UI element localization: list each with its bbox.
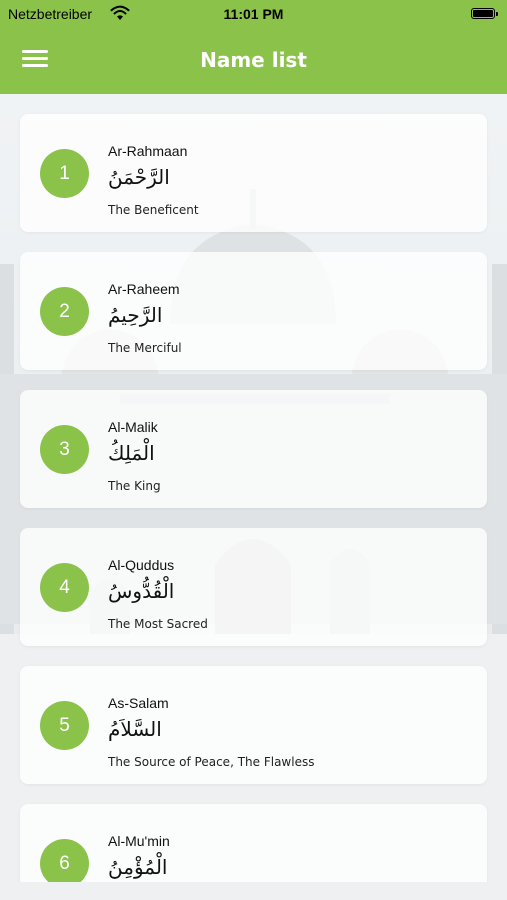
name-transliteration: As-Salam: [108, 695, 169, 711]
name-number-badge: 2: [40, 287, 89, 336]
name-list[interactable]: [0, 94, 507, 882]
name-number-badge: 5: [40, 701, 89, 750]
name-card[interactable]: [20, 390, 487, 508]
name-card[interactable]: [20, 528, 487, 646]
name-transliteration: Ar-Rahmaan: [108, 143, 188, 159]
name-number-badge: 4: [40, 563, 89, 612]
name-arabic: الرَّحْمَنُ: [108, 165, 170, 189]
name-number-badge: 6: [40, 839, 89, 882]
name-meaning: The Source of Peace, The Flawless: [108, 755, 315, 769]
name-meaning: The King: [108, 479, 161, 493]
name-card[interactable]: [20, 114, 487, 232]
name-arabic: الْقُدُّوسُ: [108, 579, 175, 603]
carrier-label: Netzbetreiber: [8, 6, 93, 22]
name-meaning: The Most Sacred: [108, 617, 208, 631]
page-title: Name list: [200, 48, 307, 72]
name-arabic: السَّلاَمُ: [108, 717, 162, 741]
name-arabic: الْمَلِكُ: [108, 441, 155, 465]
name-meaning: The Merciful: [108, 341, 182, 355]
name-meaning: The Beneficent: [108, 203, 199, 217]
name-number-badge: 1: [40, 149, 89, 198]
name-number-badge: 3: [40, 425, 89, 474]
name-transliteration: Al-Quddus: [108, 557, 175, 573]
name-transliteration: Ar-Raheem: [108, 281, 180, 297]
name-arabic: الْمُؤْمِنُ: [108, 855, 168, 879]
name-transliteration: Al-Mu'min: [108, 833, 170, 849]
name-card[interactable]: [20, 804, 487, 882]
name-transliteration: Al-Malik: [108, 419, 158, 435]
clock: 11:01 PM: [223, 6, 284, 22]
nav-bar: [0, 28, 507, 94]
name-card[interactable]: [20, 252, 487, 370]
name-arabic: الرَّحِيمُ: [108, 303, 163, 327]
name-card[interactable]: [20, 666, 487, 784]
battery-icon: [471, 8, 495, 19]
status-bar: [0, 0, 507, 28]
